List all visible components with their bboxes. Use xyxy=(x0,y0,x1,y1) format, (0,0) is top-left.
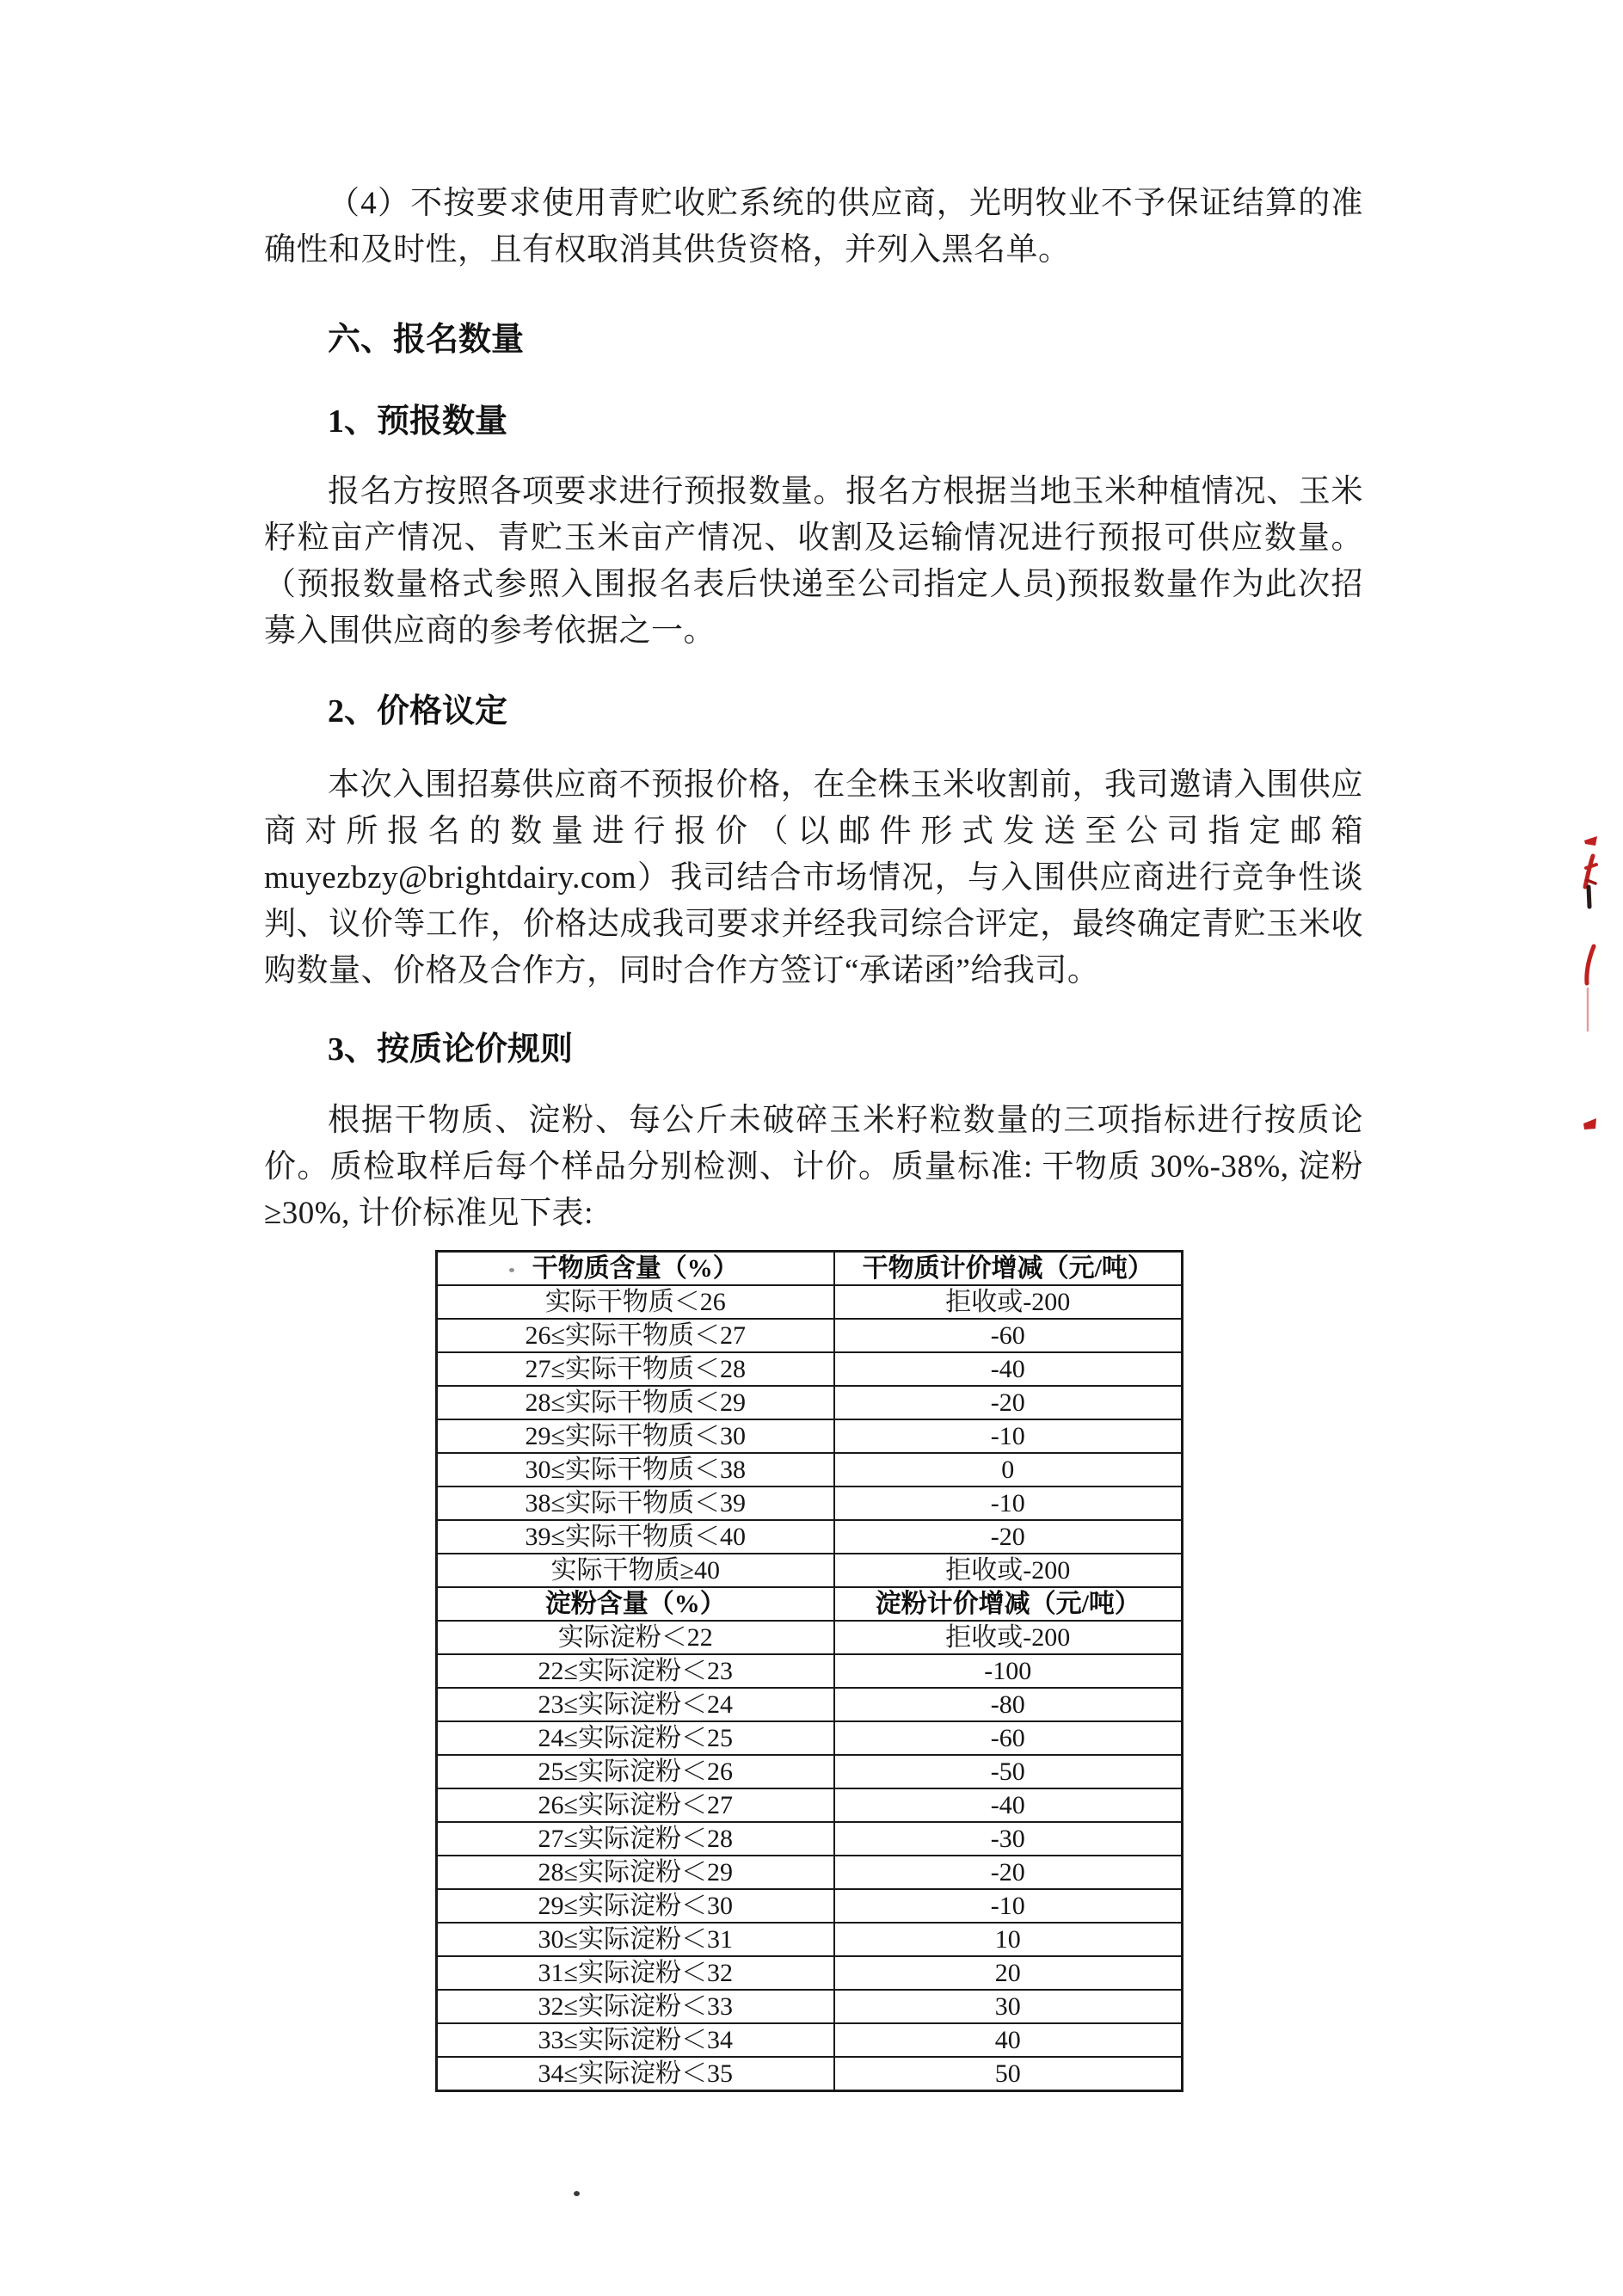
table-row xyxy=(437,2057,1183,2091)
table-cell: -50 xyxy=(834,1755,1183,1788)
table-cell: -10 xyxy=(834,1889,1183,1923)
table-cell: 10 xyxy=(834,1923,1183,1956)
table-cell: 32≤实际淀粉＜33 xyxy=(437,1990,834,2023)
table-header-cell: 干物质计价增减（元/吨） xyxy=(834,1252,1183,1286)
red-ink-fragment xyxy=(1587,946,1594,983)
table-cell: 31≤实际淀粉＜32 xyxy=(437,1956,834,1990)
table-cell: 23≤实际淀粉＜24 xyxy=(437,1688,834,1721)
table-cell: 实际干物质＜26 xyxy=(437,1285,834,1319)
table-cell: 34≤实际淀粉＜35 xyxy=(437,2057,834,2091)
table-row xyxy=(437,1889,1183,1923)
table-cell: 29≤实际干物质＜30 xyxy=(437,1419,834,1453)
red-ink-marks xyxy=(1574,830,1623,1140)
table-cell: 40 xyxy=(834,2023,1183,2057)
table-row xyxy=(437,1487,1183,1520)
subsection-heading-price-negotiation: 2、价格议定 xyxy=(328,693,508,729)
paragraph-quality-pricing-rules: 根据干物质、淀粉、每公斤未破碎玉米籽粒数量的三项指标进行按质论价。质检取样后每个样品分别检测、计价。质量标准: 干物质 30%-38%, 淀粉≥30%, 计价标准见下表: xyxy=(264,1103,1363,1231)
red-ink-fragment xyxy=(1584,836,1597,846)
section-heading-registration-quantity: 六、报名数量 xyxy=(328,322,525,358)
table-row xyxy=(437,1621,1183,1654)
table-cell: 50 xyxy=(834,2057,1183,2091)
table-cell: -40 xyxy=(834,1788,1183,1822)
table-row xyxy=(437,1285,1183,1319)
table-cell: -60 xyxy=(834,1721,1183,1755)
table-cell: -10 xyxy=(834,1487,1183,1520)
red-ink-fragment xyxy=(1583,1118,1596,1130)
table-cell: 33≤实际淀粉＜34 xyxy=(437,2023,834,2057)
table-cell: 20 xyxy=(834,1956,1183,1990)
table-row xyxy=(437,1688,1183,1721)
quality-price-adjustment-table xyxy=(435,1250,1183,2092)
table-cell: -20 xyxy=(834,1856,1183,1889)
table-row xyxy=(437,1520,1183,1554)
table-cell: -30 xyxy=(834,1822,1183,1856)
table-cell: 实际干物质≥40 xyxy=(437,1554,834,1587)
table-cell: 26≤实际干物质＜27 xyxy=(437,1319,834,1352)
table-row xyxy=(437,1721,1183,1755)
table-cell: 拒收或-200 xyxy=(834,1285,1183,1319)
paragraph-blacklist-clause: （4）不按要求使用青贮收贮系统的供应商，光明牧业不予保证结算的准确性和及时性，且有权取消其供货资格，并列入黑名单。 xyxy=(264,186,1363,268)
table-row xyxy=(437,1755,1183,1788)
document-content xyxy=(264,0,1363,2092)
table-row xyxy=(437,1352,1183,1386)
table-header-cell: 淀粉计价增减（元/吨） xyxy=(834,1587,1183,1621)
table-cell: -40 xyxy=(834,1352,1183,1386)
table-row xyxy=(437,1319,1183,1352)
table-row xyxy=(437,1956,1183,1990)
table-row xyxy=(437,1419,1183,1453)
table-cell: -80 xyxy=(834,1688,1183,1721)
subsection-heading-forecast-quantity: 1、预报数量 xyxy=(328,403,508,440)
table-row xyxy=(437,1822,1183,1856)
table-row xyxy=(437,1788,1183,1822)
table-row xyxy=(437,1386,1183,1419)
table-cell: 拒收或-200 xyxy=(834,1554,1183,1587)
table-row xyxy=(437,2023,1183,2057)
table-cell: 24≤实际淀粉＜25 xyxy=(437,1721,834,1755)
subsection-heading-quality-pricing-rules: 3、按质论价规则 xyxy=(328,1031,574,1068)
table-header-cell: 淀粉含量（%） xyxy=(437,1587,834,1621)
scan-speck xyxy=(509,1268,514,1272)
table-cell: 29≤实际淀粉＜30 xyxy=(437,1889,834,1923)
table-cell: -60 xyxy=(834,1319,1183,1352)
table-cell: -100 xyxy=(834,1654,1183,1688)
table-cell: 实际淀粉＜22 xyxy=(437,1621,834,1654)
table-cell: 38≤实际干物质＜39 xyxy=(437,1487,834,1520)
table-cell: -20 xyxy=(834,1520,1183,1554)
table-header-cell: 干物质含量（%） xyxy=(437,1252,834,1286)
table-cell: 30≤实际淀粉＜31 xyxy=(437,1923,834,1956)
table-header-row xyxy=(437,1587,1183,1621)
table-row xyxy=(437,1654,1183,1688)
table-cell: 28≤实际干物质＜29 xyxy=(437,1386,834,1419)
table-row xyxy=(437,1856,1183,1889)
table-row xyxy=(437,1554,1183,1587)
table-cell: -10 xyxy=(834,1419,1183,1453)
table-cell: 30≤实际干物质＜38 xyxy=(437,1453,834,1487)
table-cell: 30 xyxy=(834,1990,1183,2023)
table-header-row xyxy=(437,1252,1183,1286)
table-row xyxy=(437,1453,1183,1487)
table-cell: 39≤实际干物质＜40 xyxy=(437,1520,834,1554)
paragraph-price-negotiation: 本次入围招募供应商不预报价格，在全株玉米收割前，我司邀请入围供应商对所报名的数量进行报价（以邮件形式发送至公司指定邮箱muyezbzy@brightdairy.com）我司结合市场情况，与入围供应商进行竞争性谈判、议价等工作，价格达成我司要求并经我司综合评定，最终确定青贮玉米收购数量、价格及合作方，同时合作方签订“承诺函”给我司。 xyxy=(264,767,1363,988)
table-cell: 27≤实际淀粉＜28 xyxy=(437,1822,834,1856)
table-row xyxy=(437,1990,1183,2023)
table-row xyxy=(437,1923,1183,1956)
table-cell: 27≤实际干物质＜28 xyxy=(437,1352,834,1386)
paragraph-forecast-quantity: 报名方按照各项要求进行预报数量。报名方根据当地玉米种植情况、玉米籽粒亩产情况、青贮玉米亩产情况、收割及运输情况进行预报可供应数量。（预报数量格式参照入围报名表后快递至公司指定人员)预报数量作为此次招募入围供应商的参考依据之一。 xyxy=(264,474,1363,649)
table-cell: 25≤实际淀粉＜26 xyxy=(437,1755,834,1788)
table-cell: 22≤实际淀粉＜23 xyxy=(437,1654,834,1688)
scan-speck xyxy=(574,2191,580,2196)
table-cell: 拒收或-200 xyxy=(834,1621,1183,1654)
red-ink-fragment xyxy=(1586,865,1596,868)
table-cell: 0 xyxy=(834,1453,1183,1487)
table-cell: -20 xyxy=(834,1386,1183,1419)
table-cell: 26≤实际淀粉＜27 xyxy=(437,1788,834,1822)
table-cell: 28≤实际淀粉＜29 xyxy=(437,1856,834,1889)
